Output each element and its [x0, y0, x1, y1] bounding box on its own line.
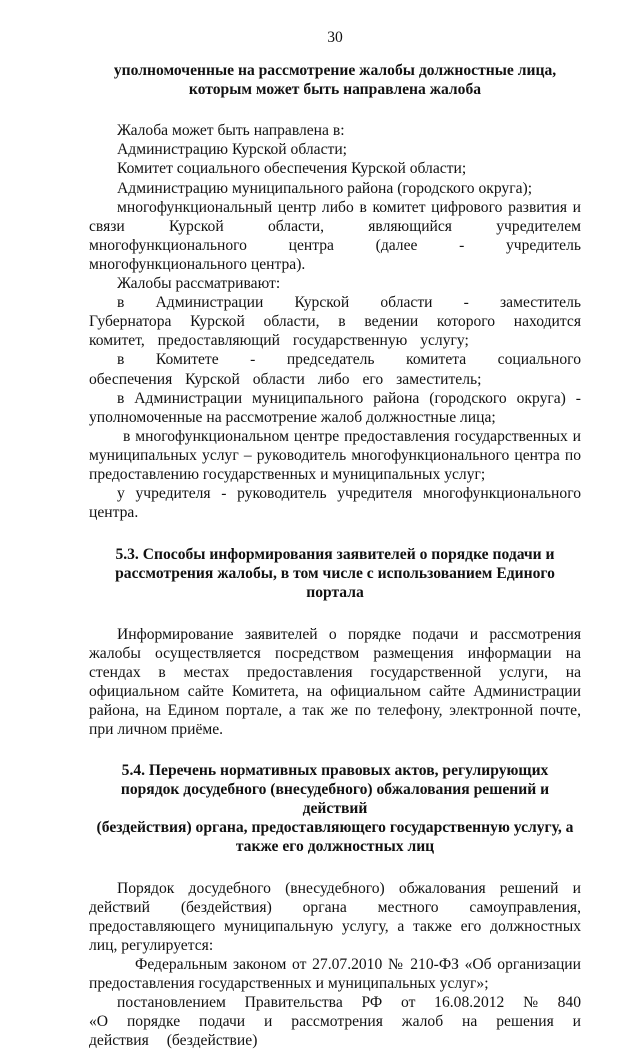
paragraph: постановлением Правительства РФ от 16.08.2012 № 840 «О порядке подачи и рассмотрения жалоб на решения и действия (бездействие): [89, 994, 581, 1050]
paragraph: Жалобы рассматривают:: [117, 275, 281, 293]
page-number: 30: [327, 29, 343, 46]
heading-line: также его должностных лиц: [235, 838, 435, 856]
section-5-4-heading: [89, 761, 581, 856]
heading-line: порядок досудебного (внесудебного) обжалования решений и действий: [120, 781, 550, 818]
heading-line: уполномоченные на рассмотрение жалобы должностные лица,: [113, 62, 557, 80]
paragraph: многофункциональный центр либо в комитет цифрового развития и связи Курской области, являющийся учредителем многофункционального центра (далее - учредитель многофункционального центра).: [89, 198, 581, 273]
section-5-2-body: [89, 121, 581, 522]
continued-heading: [89, 61, 581, 99]
paragraph: Порядок досудебного (внесудебного) обжалования решений и действий (бездействия) органа местного самоуправления, предоставляющего муниципальную услугу, а также его должностных лиц, регулируется:: [89, 879, 581, 954]
paragraph: Администрацию муниципального района (городского округа);: [117, 179, 533, 197]
section-5-3-heading: [89, 545, 581, 602]
section-5-3-body: Информирование заявителей о порядке подачи и рассмотрения жалобы осуществляется посредством размещения информации на стендах в местах предоставления государственной услуги, на официальном сайте Комитета, на официальном сайте Администрации района, на Едином портале, а так же по телефону, электронной почте, при личном приёме.: [89, 625, 581, 738]
paragraph: Жалоба может быть направлена в:: [117, 122, 345, 140]
paragraph: Администрацию Курской области;: [117, 141, 348, 159]
paragraph: Комитет социального обеспечения Курской области;: [117, 160, 467, 178]
heading-line: 5.4. Перечень нормативных правовых актов, регулирующих: [121, 762, 549, 780]
document-page: [89, 28, 581, 1050]
heading-line: 5.3. Способы информирования заявителей о порядке подачи и: [115, 546, 555, 564]
heading-line: рассмотрения жалобы, в том числе с использованием Единого портала: [115, 565, 555, 602]
paragraph: у учредителя - руководитель учредителя многофункционального центра.: [89, 485, 581, 522]
paragraph: в многофункциональном центре предоставления государственных и муниципальных услуг – руководитель многофункционального центра по предоставлению государственных и муниципальных услуг;: [89, 427, 581, 483]
paragraph: в Комитете - председатель комитета социального обеспечения Курской области либо его заместитель;: [89, 351, 581, 388]
heading-line: (бездействия) органа, предоставляющего государственную услугу, а: [96, 819, 574, 837]
paragraph: Федеральным законом от 27.07.2010 № 210-ФЗ «Об организации предоставления государственных и муниципальных услуг»;: [89, 955, 581, 993]
paragraph: в Администрации муниципального района (городского округа) - уполномоченные на рассмотрение жалоб должностные лица;: [89, 389, 581, 426]
heading-line: которым может быть направлена жалоба: [188, 81, 482, 99]
section-5-4-body: [89, 879, 581, 1050]
paragraph: в Администрации Курской области - заместитель Губернатора Курской области, в ведении которого находится комитет, предоставляющий государственную услугу;: [89, 294, 581, 350]
